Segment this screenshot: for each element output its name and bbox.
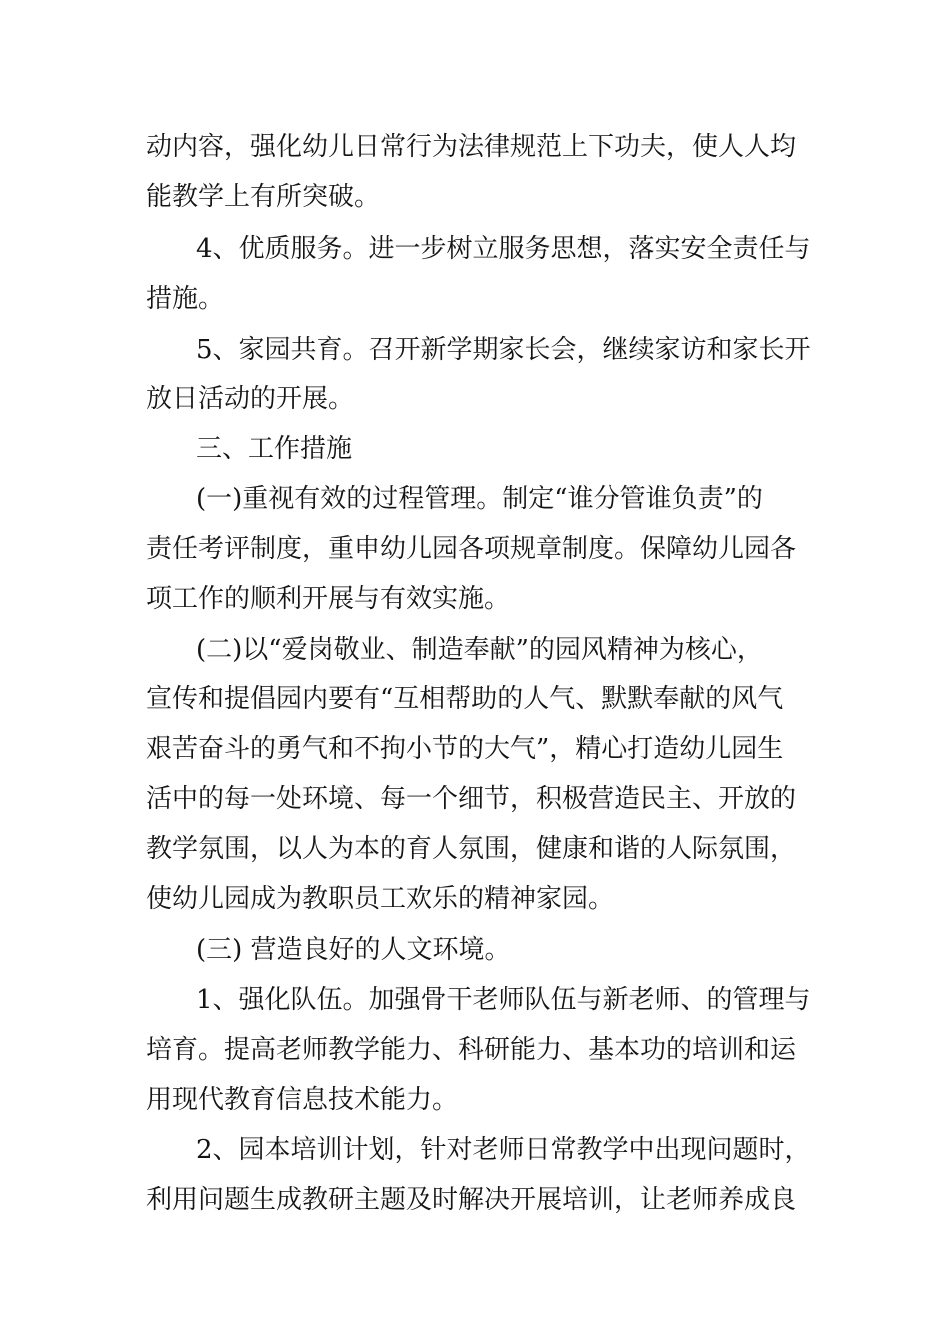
text-line: (三) 营造良好的人文环境。 bbox=[196, 935, 511, 965]
text-line: 动内容，强化幼儿日常行为法律规范上下功夫，使人人均 bbox=[146, 132, 797, 162]
text-line: 2、园本培训计划，针对老师日常教学中出现问题时， bbox=[196, 1135, 811, 1165]
text-line: 利用问题生成教研主题及时解决开展培训，让老师养成良 bbox=[146, 1185, 797, 1215]
text-line: 4、优质服务。进一步树立服务思想，落实安全责任与 bbox=[196, 234, 811, 264]
text-line: 5、家园共育。召开新学期家长会，继续家访和家长开 bbox=[196, 335, 811, 365]
text-line: 活中的每一处环境、每一个细节，积极营造民主、开放的 bbox=[146, 784, 797, 814]
text-line: (一)重视有效的过程管理。制定“谁分管谁负责”的 bbox=[196, 484, 763, 514]
text-line: 措施。 bbox=[146, 284, 225, 314]
text-line: 用现代教育信息技术能力。 bbox=[146, 1085, 459, 1115]
text-line: (二)以“爱岗敬业、制造奉献”的园风精神为核心， bbox=[196, 635, 763, 665]
text-line: 项工作的顺利开展与有效实施。 bbox=[146, 584, 511, 614]
text-line: 宣传和提倡园内要有“互相帮助的人气、默默奉献的风气 bbox=[146, 684, 784, 714]
text-line: 1、强化队伍。加强骨干老师队伍与新老师、的管理与 bbox=[196, 985, 811, 1015]
text-line: 教学氛围，以人为本的育人氛围，健康和谐的人际氛围， bbox=[146, 834, 797, 864]
text-line: 放日活动的开展。 bbox=[146, 384, 355, 414]
section-heading: 三、工作措施 bbox=[196, 434, 353, 464]
text-line: 艰苦奋斗的勇气和不拘小节的大气”，精心打造幼儿园生 bbox=[146, 734, 784, 764]
text-line: 使幼儿园成为教职员工欢乐的精神家园。 bbox=[146, 884, 615, 914]
text-line: 培育。提高老师教学能力、科研能力、基本功的培训和运 bbox=[146, 1035, 797, 1065]
text-line: 能教学上有所突破。 bbox=[146, 182, 381, 212]
text-line: 责任考评制度，重申幼儿园各项规章制度。保障幼儿园各 bbox=[146, 534, 797, 564]
